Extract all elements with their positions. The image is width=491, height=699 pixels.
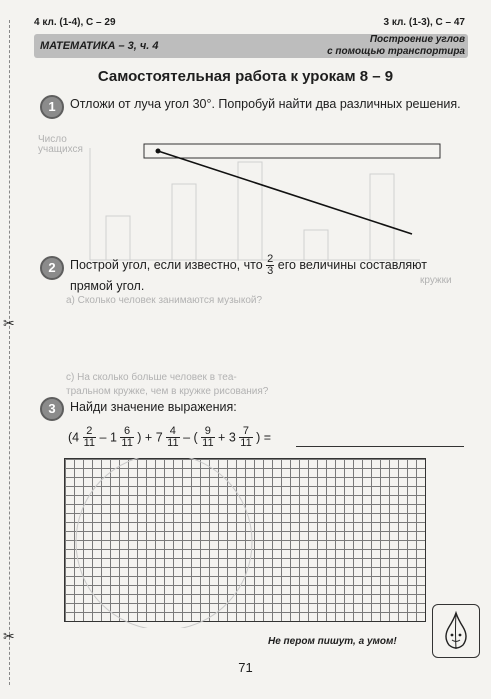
task-2-text: Построй угол, если известно, что $\frac{2}{3}$ его величины составляют прямой угол. xyxy=(70,253,427,293)
task-3-text: Найди значение выражения: xyxy=(70,400,237,414)
corner-left: 4 кл. (1-4), С – 29 xyxy=(34,17,116,28)
ghost-line-a: а) Сколько человек занимаются музыкой? xyxy=(66,295,263,306)
answer-line xyxy=(296,446,464,447)
ghost-line-c: с) На сколько больше человек в теа- xyxy=(66,372,237,383)
onion-mascot xyxy=(432,604,480,658)
task-number-2: 2 xyxy=(40,256,64,280)
ghost-line-c2: тральном кружке, чем в кружке рисования? xyxy=(66,386,269,397)
page-number: 71 xyxy=(238,660,253,675)
task-1-text: Отложи от луча угол 30°. Попробуй найти два различных решения. xyxy=(70,97,461,111)
corner-right: 3 кл. (1-3), С – 47 xyxy=(383,17,465,28)
cut-line xyxy=(9,20,10,685)
task-number-1: 1 xyxy=(40,95,64,119)
bleed-through-circle xyxy=(64,458,264,628)
subject-label: МАТЕМАТИКА – 3, ч. 4 xyxy=(40,40,159,52)
scissors-icon: ✂ xyxy=(3,628,15,644)
scissors-icon: ✂ xyxy=(3,315,15,331)
task-number-3: 3 xyxy=(40,397,64,421)
topic-label: Построение углов с помощью транспортира xyxy=(327,34,465,57)
page-title: Самостоятельная работа к урокам 8 – 9 xyxy=(97,68,394,85)
motto: Не пером пишут, а умом! xyxy=(268,636,397,647)
expression: (4 $\frac{2}{11}$ – 1 $\frac{6}{11}$ ) + 7 $\frac{4}{11}$ – ( $\frac{9}{11}$ + 3 $\frac{7}{11}$ ) = xyxy=(68,425,272,449)
fraction-two-thirds: $\frac{2}{3}$ xyxy=(267,253,274,277)
ghost-chart-label: Число учащихся xyxy=(38,134,83,155)
ghost-chart-axis: кружки xyxy=(420,275,452,286)
bleed-through-chart xyxy=(60,138,450,268)
